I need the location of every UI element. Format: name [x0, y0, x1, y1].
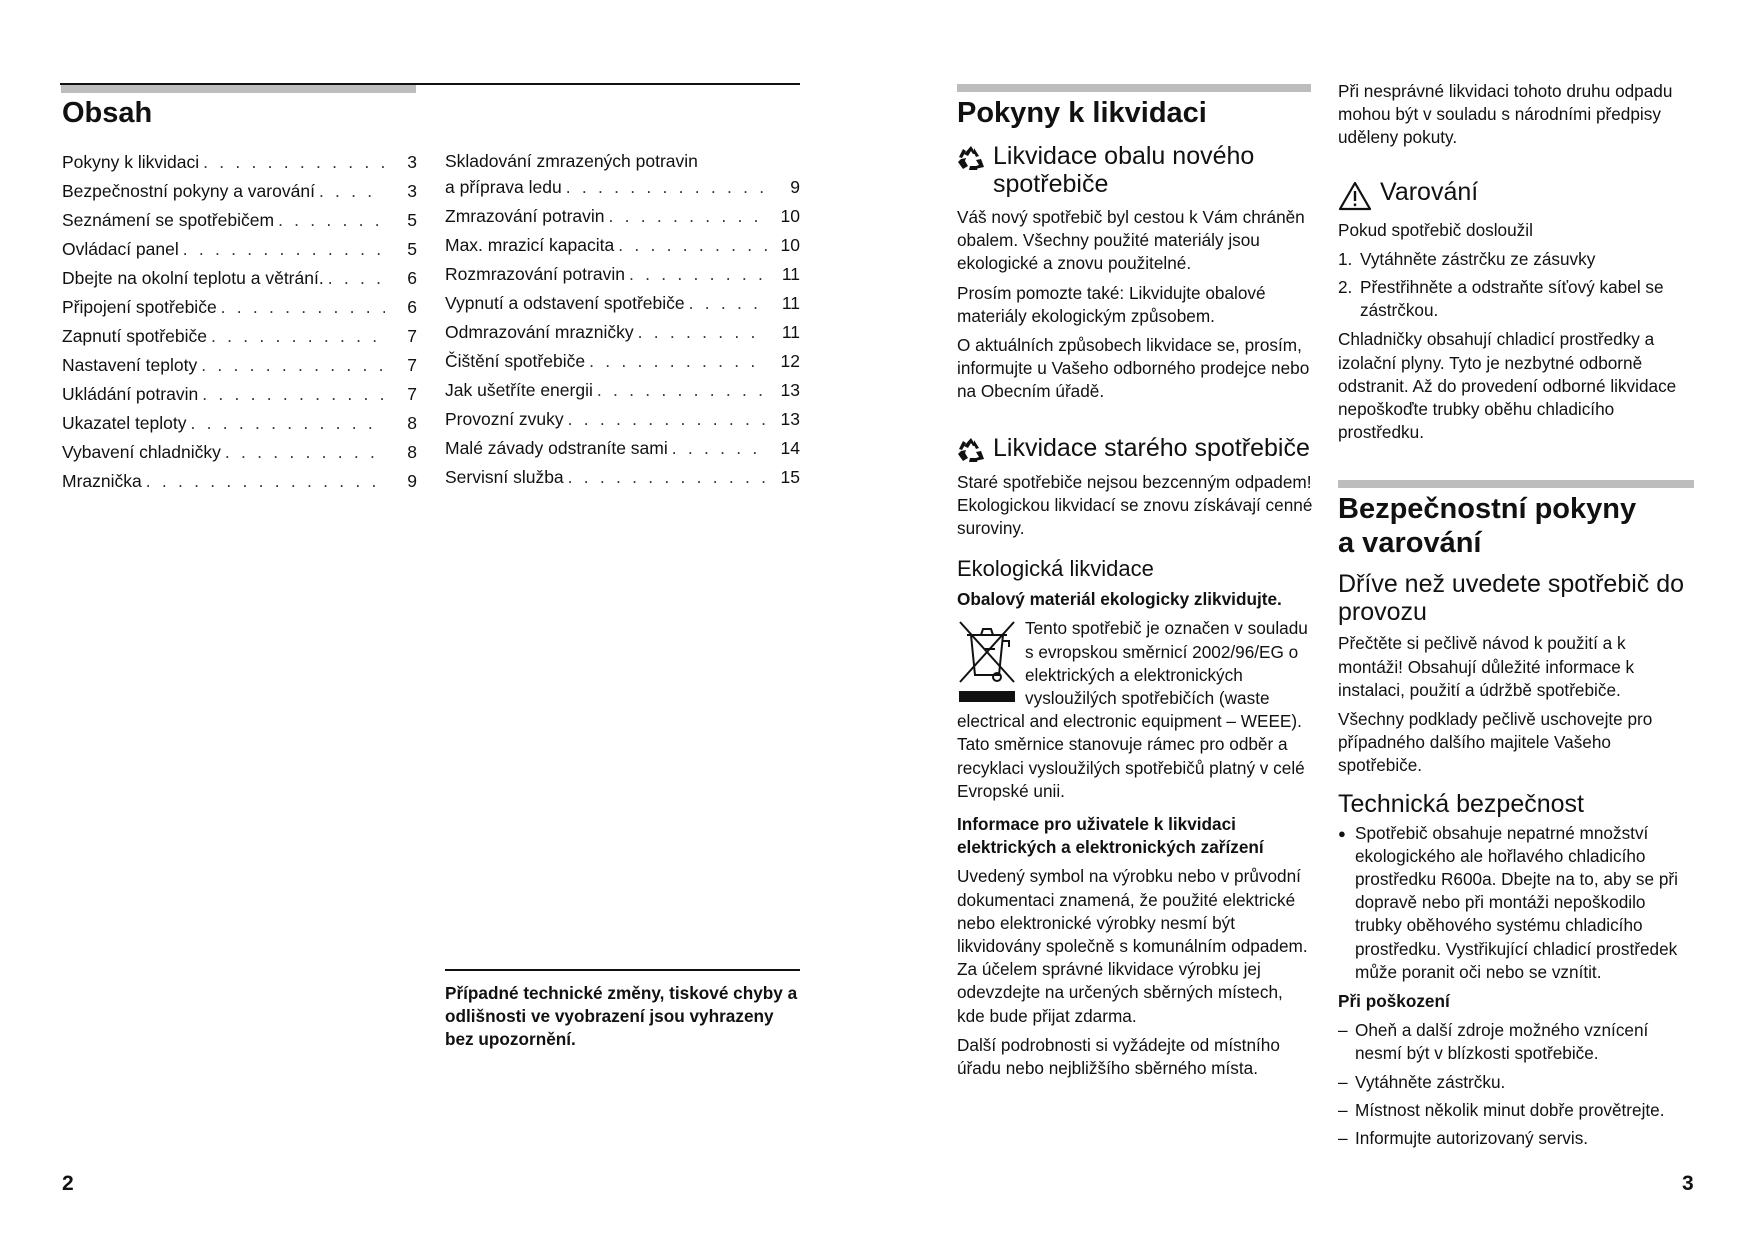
page-number-right: 3	[1682, 1172, 1694, 1195]
toc-entry[interactable]	[62, 177, 417, 206]
disposal-column	[957, 96, 1313, 1086]
toc-entry-title: Malé závady odstraníte sami	[445, 438, 668, 458]
toc-leader-dots	[221, 293, 385, 322]
section-bar-safety	[1338, 480, 1694, 488]
toc-entry-page: 9	[407, 471, 417, 491]
toc-leader-dots	[672, 434, 768, 463]
toc-entry-page: 7	[407, 384, 417, 404]
page-number-left: 2	[62, 1172, 74, 1195]
warning-after: Chladničky obsahují chladicí prostředky a izolační plyny. Tyto je nezbytné odborně odstranit. Až do provedení odborné likvidace nepoškoďte trubky oběhu chladicího prostředku.	[1338, 329, 1677, 443]
toc-leader-dots	[319, 177, 385, 206]
toc-entry-page: 3	[407, 152, 417, 172]
toc-entry[interactable]	[445, 347, 800, 376]
toc-leader-dots	[201, 351, 385, 380]
toc-leader-dots	[278, 206, 385, 235]
toc-entry-page: 8	[407, 442, 417, 462]
tech-bullets	[1338, 822, 1694, 984]
toc-entry-title: Vybavení chladničky	[62, 442, 221, 462]
toc-leader-dots	[328, 264, 385, 293]
toc-entry-page: 8	[407, 413, 417, 433]
warning-lead: Pokud spotřebič dosloužil	[1338, 219, 1533, 240]
section-title-safety: Bezpečnostní pokyny a varování	[1338, 493, 1637, 560]
fines-paragraph: Při nesprávné likvidaci tohoto druhu odpadu mohou být v souladu s národními předpisy uděleny pokuty.	[1338, 81, 1673, 148]
toc-leader-dots	[589, 347, 768, 376]
toc-entry-page: 5	[407, 239, 417, 259]
paragraph: Uvedený symbol na výrobku nebo v průvodní dokumentaci znamená, že použité elektrické nebo elektronické výrobky nesmí být likvidovány společně s komunálním odpadem. Za účelem správné likvidace výrobku jej odevzdejte na určených sběrných místech, kde bude přijat zdarma.	[957, 866, 1308, 1026]
toc-entry-page: 13	[780, 409, 800, 429]
toc-entry-page: 14	[780, 438, 800, 458]
toc-entry[interactable]	[62, 264, 417, 293]
list-item: – Oheň a další zdroje možného vznícení nesmí být v blízkosti spotřebiče.	[1338, 1020, 1649, 1064]
page-title: Obsah	[62, 97, 153, 129]
toc-leader-dots	[568, 405, 768, 434]
toc-entry-page: 13	[780, 380, 800, 400]
toc-leader-dots	[568, 463, 768, 492]
toc-entry-page: 12	[780, 351, 800, 371]
list-item: ● Spotřebič obsahuje nepatrné množství ekologického ale hořlavého chladicího prostředku R600a. Dbejte na to, aby se při dopravě nebo při montáži nepoškodilo trubky oběhového systému chladicího prostředku. Vystřikující chladicí prostředek může poranit oči nebo se vznítit.	[1338, 822, 1678, 982]
paragraph: Všechny podklady pečlivě uschovejte pro případného dalšího majitele Vašeho spotřebiče.	[1338, 709, 1653, 776]
toc-entry-title: Bezpečnostní pokyny a varování	[62, 181, 315, 201]
warning-safety-column	[1338, 80, 1694, 1156]
toc-leader-dots	[202, 380, 385, 409]
toc-leader-dots	[146, 467, 385, 496]
damage-heading: Při poškození	[1338, 991, 1450, 1012]
toc-entry-title: Odmrazování mrazničky	[445, 322, 634, 342]
toc-entry-title: Dbejte na okolní teplotu a větrání.	[62, 268, 324, 288]
toc-entry[interactable]	[62, 148, 417, 177]
recycle-icon	[957, 437, 985, 463]
toc-entry[interactable]	[445, 405, 800, 434]
toc-entry-title: Vypnutí a odstavení spotřebiče	[445, 293, 685, 313]
toc-entry-title: Pokyny k likvidaci	[62, 152, 200, 172]
toc-entry[interactable]	[62, 380, 417, 409]
toc-entry-title: Provozní zvuky	[445, 409, 564, 429]
toc-entry-page: 15	[780, 467, 800, 487]
toc-leader-dots	[566, 173, 768, 202]
paragraph: Prosím pomozte také: Likvidujte obalové materiály ekologickým způsobem.	[957, 282, 1266, 326]
toc-entry-title: Zapnutí spotřebiče	[62, 326, 207, 346]
toc-entry[interactable]	[445, 231, 800, 260]
toc-entry[interactable]	[445, 289, 800, 318]
heading-eco-disposal: Ekologická likvidace	[957, 556, 1154, 582]
list-item: 1. Vytáhněte zástrčku ze zásuvky	[1338, 248, 1596, 269]
toc-entry-title: Jak ušetříte energii	[445, 380, 593, 400]
weee-block	[957, 617, 1313, 813]
toc-column-1	[62, 148, 417, 496]
toc-entry-page: 11	[781, 264, 800, 284]
toc-entry-title: Připojení spotřebiče	[62, 297, 217, 317]
heading-old-appliance: Likvidace starého spotřebiče	[957, 434, 1313, 463]
toc-entry[interactable]	[445, 173, 800, 202]
toc-entry[interactable]	[445, 202, 800, 231]
toc-entry-continued-title: Skladování zmrazených potravin	[445, 151, 698, 171]
toc-entry[interactable]	[445, 318, 800, 347]
toc-entry[interactable]	[62, 438, 417, 467]
toc-column-2	[445, 149, 800, 492]
toc-entry-title: Ukazatel teploty	[62, 413, 187, 433]
paragraph: Váš nový spotřebič byl cestou k Vám chráněn obalem. Všechny použité materiály jsou ekologické a znovu použitelné.	[957, 207, 1305, 274]
toc-entry-page: 11	[781, 293, 800, 313]
toc-entry-page: 9	[790, 177, 800, 197]
toc-entry-page: 3	[407, 181, 417, 201]
toc-entry-title: Rozmrazování potravin	[445, 264, 625, 284]
list-item: – Vytáhněte zástrčku.	[1338, 1071, 1506, 1092]
toc-entry[interactable]	[445, 260, 800, 289]
toc-entry-page: 7	[407, 326, 417, 346]
toc-entry[interactable]	[62, 409, 417, 438]
toc-leader-dots	[618, 231, 768, 260]
weee-text: Tento spotřebič je označen v souladu s evropskou směrnicí 2002/96/EG o elektrických a elektronických vysloužilých spotřebičích (waste electrical and electronic equipment – WEEE). Tato směrnice stanovuje rámec pro odběr a recyklaci vysloužilých spotřebičů platný v celé Evropské unii.	[957, 618, 1308, 801]
toc-leader-dots	[629, 260, 768, 289]
paragraph: O aktuálních způsobech likvidace se, prosím, informujte u Vašeho odborného prodejce nebo na Obecním úřadě.	[957, 335, 1310, 402]
toc-leader-dots	[183, 235, 385, 264]
list-item: – Místnost několik minut dobře provětrejte.	[1338, 1099, 1665, 1120]
toc-entry[interactable]	[445, 463, 800, 492]
info-heading: Informace pro uživatele k likvidaci elektrických a elektronických zařízení	[957, 814, 1264, 858]
section-bar-disposal	[957, 84, 1311, 92]
heading-warning: Varování	[1338, 178, 1694, 211]
toc-leader-dots	[225, 438, 385, 467]
toc-entry-title: Max. mrazicí kapacita	[445, 235, 615, 255]
list-item: – Informujte autorizovaný servis.	[1338, 1128, 1589, 1149]
eco-subheading: Obalový materiál ekologicky zlikvidujte.	[957, 589, 1282, 610]
toc-leader-dots	[211, 322, 385, 351]
toc-entry[interactable]	[445, 376, 800, 405]
heading-before-use: Dříve než uvedete spotřebič do provozu	[1338, 570, 1685, 627]
paragraph: Staré spotřebiče nejsou bezcenným odpadem! Ekologickou likvidací se znovu získávají cenné suroviny.	[957, 471, 1313, 539]
toc-entry-page: 10	[780, 235, 800, 255]
paragraph: Přečtěte si pečlivě návod k použití a k montáži! Obsahují důležité informace k instalaci, použití a údržbě spotřebiče.	[1338, 633, 1635, 700]
toc-entry[interactable]	[445, 434, 800, 463]
section-title-disposal: Pokyny k likvidaci	[957, 97, 1207, 129]
toc-entry-page: 6	[407, 297, 417, 317]
toc-leader-dots	[203, 148, 385, 177]
heading-technical-safety: Technická bezpečnost	[1338, 789, 1584, 818]
paragraph: Další podrobnosti si vyžádejte od místního úřadu nebo nejbližšího sběrného místa.	[957, 1034, 1280, 1079]
toc-leader-dots	[191, 409, 385, 438]
warning-triangle-icon	[1338, 181, 1372, 211]
toc-entry-title: Čištění spotřebiče	[445, 351, 586, 371]
header-bar	[61, 85, 416, 93]
toc-leader-dots	[609, 202, 768, 231]
toc-entry-page: 7	[407, 355, 417, 375]
crossed-bin-icon	[957, 619, 1017, 704]
disclaimer-text: Případné technické změny, tiskové chyby a odlišnosti ve vyobrazení jsou vyhrazeny bez upozornění.	[445, 983, 798, 1050]
disclaimer-rule	[445, 969, 800, 971]
toc-entry-page: 10	[780, 206, 800, 226]
damage-items	[1338, 1019, 1694, 1150]
toc-entry-title: Seznámení se spotřebičem	[62, 210, 275, 230]
toc-entry-title: Nastavení teploty	[62, 355, 198, 375]
toc-entry[interactable]	[62, 235, 417, 264]
toc-entry-page: 5	[407, 210, 417, 230]
toc-leader-dots	[597, 376, 768, 405]
toc-entry-title: Zmrazování potravin	[445, 206, 605, 226]
toc-entry-title: Ukládání potravin	[62, 384, 199, 404]
toc-entry-title: a příprava ledu	[445, 177, 562, 197]
toc-leader-dots	[638, 318, 768, 347]
toc-entry-title: Servisní služba	[445, 467, 564, 487]
recycle-icon	[957, 145, 985, 171]
toc-entry[interactable]	[62, 351, 417, 380]
toc-entry[interactable]	[62, 206, 417, 235]
toc-entry-page: 6	[407, 268, 417, 288]
toc-entry[interactable]	[62, 322, 417, 351]
toc-entry[interactable]	[62, 467, 417, 496]
toc-entry-title: Mraznička	[62, 471, 142, 491]
list-item: 2. Přestřihněte a odstraňte síťový kabel se zástrčkou.	[1338, 277, 1664, 321]
warning-steps	[1338, 248, 1694, 323]
heading-new-appliance-packaging: Likvidace obalu nového spotřebiče	[957, 142, 1313, 198]
toc-entry[interactable]	[62, 293, 417, 322]
toc-entry-title: Ovládací panel	[62, 239, 179, 259]
toc-entry-page: 11	[781, 322, 800, 342]
toc-leader-dots	[689, 289, 768, 318]
